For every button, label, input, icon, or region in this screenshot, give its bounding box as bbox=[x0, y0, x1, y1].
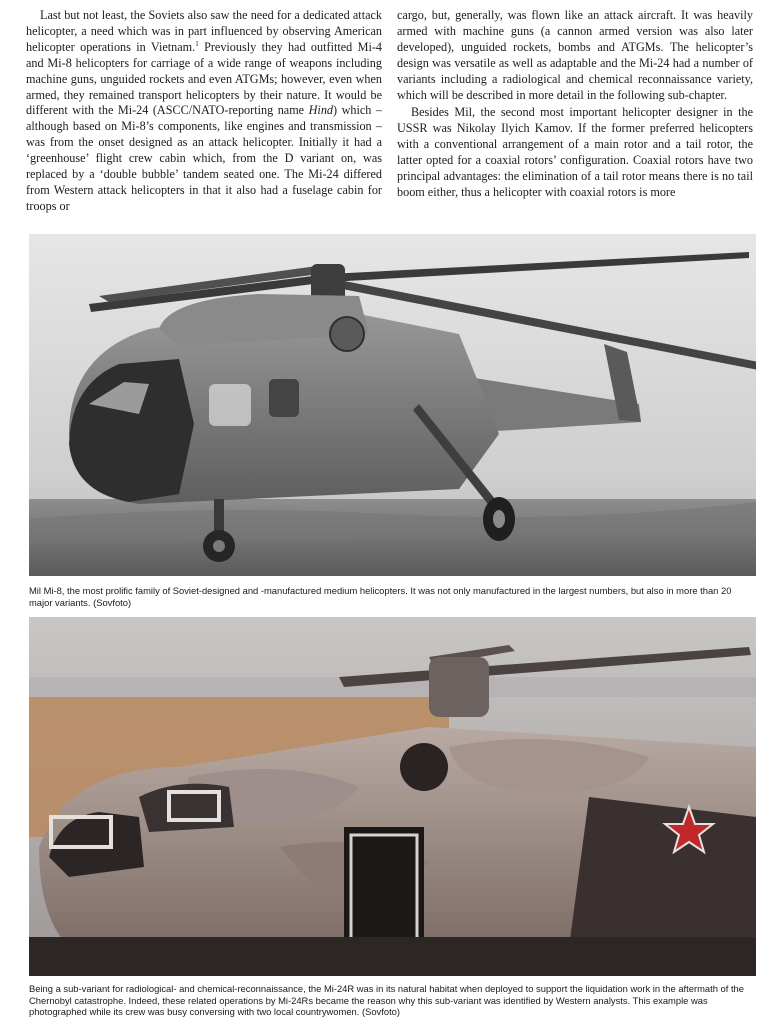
text-column-left bbox=[26, 8, 382, 215]
text-column-right bbox=[397, 8, 753, 201]
paragraph: Last but not least, the Soviets also saw the need for a dedicated attack helicopter, a need which was in part influenced by observing American helicopter operations in Vietnam.$^1$ Previously they had outfitted Mi-4 and Mi-8 helicopters for carriage of a wide range of weapons including machine guns, unguided rockets and even ATGMs; however, even when armed, they remained transport helicopters by their nature. It would be different with the Mi-24 (ASCC/NATO-reporting name Hind) which – although based on Mi-8’s components, like engines and transmission – was from the onset designed as an attack helicopter. Initially it had a ‘greenhouse’ flight crew cabin which, from the D variant on, was replaced by a ‘double bubble’ tandem seated one. The Mi-24 differed from Western attack helicopters in that it also had a fuselage cabin for troops or bbox=[26, 8, 382, 213]
paragraph: Besides Mil, the second most important helicopter designer in the USSR was Nikolay Ilyich Kamov. If the former preferred helicopters with a conventional arrangement of a main rotor and a tail rotor, the latter opted for a coaxial rotors’ configuration. Coaxial rotors have two principal advantages: the elimination of a tail rotor means there is no tail boom either, thus a helicopter with coaxial rotors is more bbox=[397, 105, 753, 199]
mi-8-photo bbox=[29, 234, 756, 576]
footnote-marker: 1 bbox=[195, 39, 199, 48]
paragraph: cargo, but, generally, was flown like an attack aircraft. It was heavily armed with machine guns (a cannon armed version was also later developed), unguided rockets, bombs and ATGMs. The helicopter’s design was versatile as well as adaptable and the Mi-24 had a number of variants including a radiological and chemical reconnaissance variety, which will be described in more detail in the following sub-chapter. bbox=[397, 8, 753, 102]
figure-caption: Being a sub-variant for radiological- and chemical-reconnaissance, the Mi-24R was in its natural habitat when deployed to support the liquidation work in the aftermath of the Chernobyl catastrophe. Indeed, these related operations by Mi-24Rs became the reason why this sub-variant was identified by Western analysts. This example was photographed while its crew was busy conversing with two local countrywomen. (Sovfoto) bbox=[29, 983, 744, 1018]
figure-caption: Mil Mi-8, the most prolific family of Soviet-designed and -manufactured medium helicopters. It was not only manufactured in the largest numbers, but also in more than 20 major variants. (Sovfoto) bbox=[29, 585, 732, 608]
mi-24r-photo bbox=[29, 617, 756, 976]
